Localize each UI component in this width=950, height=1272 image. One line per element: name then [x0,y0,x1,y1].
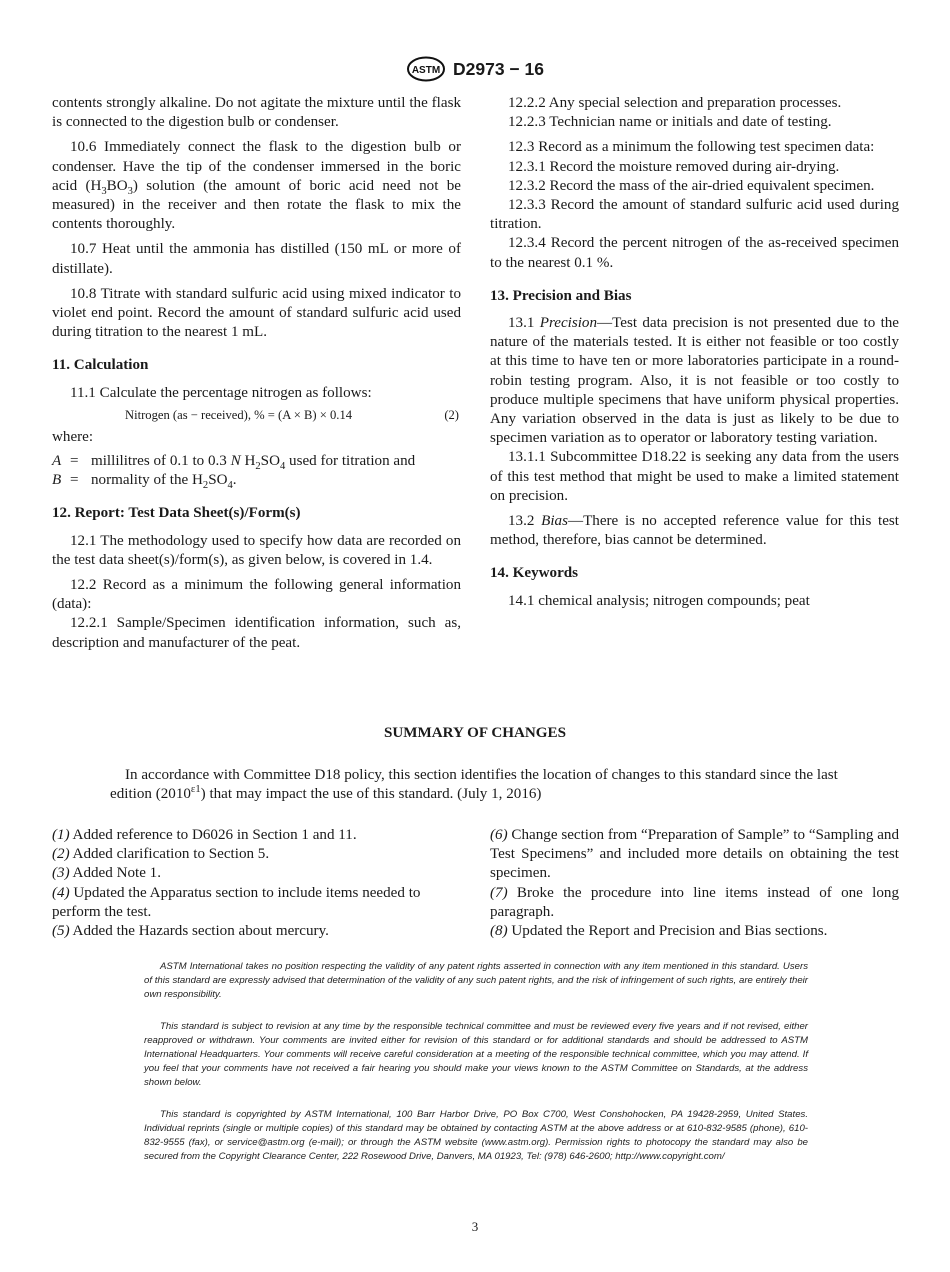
paragraph-10-7: 10.7 Heat until the ammonia has distilled (150 mL or more of distillate). [52,241,461,277]
astm-logo-icon [406,56,446,82]
where-label: where: [52,428,94,445]
paragraph-12-3-2: 12.3.2 Record the mass of the air-dried equivalent specimen. [508,177,875,194]
list-item: (7) Broke the procedure into line items instead of one long paragraph. [490,884,899,920]
svg-text:ASTM: ASTM [411,65,441,76]
standard-designation: D2973 − 16 [453,58,544,79]
paragraph-12-3-4: 12.3.4 Record the percent nitrogen of the as-received specimen to the nearest 0.1 %. [490,235,899,271]
section-12-heading: 12. Report: Test Data Sheet(s)/Form(s) [52,505,301,522]
equation-number: (2) [444,407,459,422]
list-item: (2) Added clarification to Section 5. [52,846,270,863]
summary-title: SUMMARY OF CHANGES [384,725,566,741]
paragraph-12-2: 12.2 Record as a minimum the following general information (data): [52,577,461,613]
list-item: (3) Added Note 1. [52,865,161,882]
paragraph-12-3: 12.3 Record as a minimum the following test specimen data: [508,139,875,156]
list-item: (5) Added the Hazards section about mercury. [52,923,329,940]
paragraph-13-2: 13.2 Bias—There is no accepted reference value for this test method, therefore, bias cannot be determined. [490,513,899,549]
paragraph-10-6: 10.6 Immediately connect the flask to the digestion bulb or condenser. Have the tip of the condenser immersed in the boric acid $(H_3BO_3)$ solution (the amount of boric acid need not be measured) in the receiver and then rotate the flask to mix the contents thoroughly. [52,139,461,233]
section-13-heading: 13. Precision and Bias [490,287,632,304]
paragraph-13-1: 13.1 Precision—Test data precision is not presented due to the nature of the materials tested. It is either not feasible or too costly at this time to have ten or more laboratories participate in a round-robin testing program. Also, it is not feasible or too costly to produce multiple specimens that have uniform physical properties. Any variation observed in the data is just as likely to be due to specimen variation as to operator or laboratory testing variation. [490,315,900,447]
left-column [52,94,461,653]
paragraph-12-3-1: 12.3.1 Record the moisture removed during air-drying. [508,158,840,175]
nitrogen-equation [52,404,461,424]
list-item: (4) Updated the Apparatus section to include items needed to perform the test. [52,884,421,920]
paragraph-10-8: 10.8 Titrate with standard sulfuric acid using mixed indicator to violet end point. Record the amount of standard sulfuric acid used during titration to the nearest 1 mL. [52,285,461,341]
equation-text: Nitrogen (as − received), % = (A × B) × 0.14 [125,407,353,422]
right-column [490,94,899,611]
list-item: (1) Added reference to D6026 in Section 1 and 11. [52,827,357,843]
revision-notice: This standard is subject to revision at any time by the responsible technical committee and must be reviewed every five years and if not revised, either reapproved or withdrawn. Your comments are invited either for revision of this standard or for additional standards and should be addressed to ASTM International Headquarters. Your comments will receive careful consideration at a meeting of the responsible technical committee, which you may attend. If you feel that your comments have not received a fair hearing you should make your views known to the ASTM Committee on Standards, at the address shown below. [144,1021,808,1088]
copyright-notice: This standard is copyrighted by ASTM International, 100 Barr Harbor Drive, PO Box C700, West Conshohocken, PA 19428-2959, United States. Individual reprints (single or multiple copies) of this standard may be obtained by contacting ASTM at the above address or at 610-832-9585 (phone), 610-832-9555 (fax), or service@astm.org (e-mail); or through the ASTM website (www.astm.org). Permission rights to photocopy the standard may also be secured from the Copyright Clearance Center, 222 Rosewood Drive, Danvers, MA 01923, Tel: (978) 646-2600; http://www.copyright.com/ [144,1109,808,1162]
paragraph-continuation: contents strongly alkaline. Do not agitate the mixture until the flask is connected to the digestion bulb or condenser. [52,95,461,131]
patent-notice: ASTM International takes no position respecting the validity of any patent rights asserted in connection with any item mentioned in this standard. Users of this standard are expressly advised that determination of the validity of any such patent rights, and the risk of infringement of such rights, are entirely their own responsibility. [144,961,808,1000]
changes-left-list [52,826,461,941]
definition-b: B = normality of the $H_2SO_4$. [52,472,237,492]
paragraph-11-1: 11.1 Calculate the percentage nitrogen as follows: [70,384,372,401]
list-item: (6) Change section from “Preparation of Sample” to “Sampling and Test Specimens” and included more details on obtaining the test specimen. [490,827,899,882]
changes-right-list [490,826,899,941]
paragraph-12-3-3: 12.3.3 Record the amount of standard sulfuric acid used during titration. [490,197,899,233]
summary-intro: In accordance with Committee D18 policy, this section identifies the location of changes to this standard since the last edition $(2010^{\varepsilon 1})$ that may impact the use of this standard. (July 1, 2016) [110,767,838,803]
paragraph-12-2-2: 12.2.2 Any special selection and preparation processes. [508,95,842,111]
definition-a: A = millilitres of 0.1 to 0.3 N $H_2SO_4$ used for titration and [52,453,416,473]
paragraph-12-2-3: 12.2.3 Technician name or initials and date of testing. [508,114,832,131]
page-header [0,56,950,82]
paragraph-12-1: 12.1 The methodology used to specify how data are recorded on the test data sheet(s)/form(s), as given below, is covered in 1.4. [52,532,461,568]
list-item: (8) Updated the Report and Precision and Bias sections. [490,923,828,940]
variable-definitions [52,452,461,490]
paragraph-13-1-1: 13.1.1 Subcommittee D18.22 is seeking any data from the users of this test method that might be used to make a limited statement on precision. [490,449,899,504]
section-11-heading: 11. Calculation [52,357,149,374]
section-14-heading: 14. Keywords [490,565,579,582]
paragraph-12-2-1: 12.2.1 Sample/Specimen identification information, such as, description and manufacturer of the peat. [52,615,461,651]
paragraph-14-1: 14.1 chemical analysis; nitrogen compounds; peat [508,592,810,609]
page-number: 3 [471,1219,479,1234]
